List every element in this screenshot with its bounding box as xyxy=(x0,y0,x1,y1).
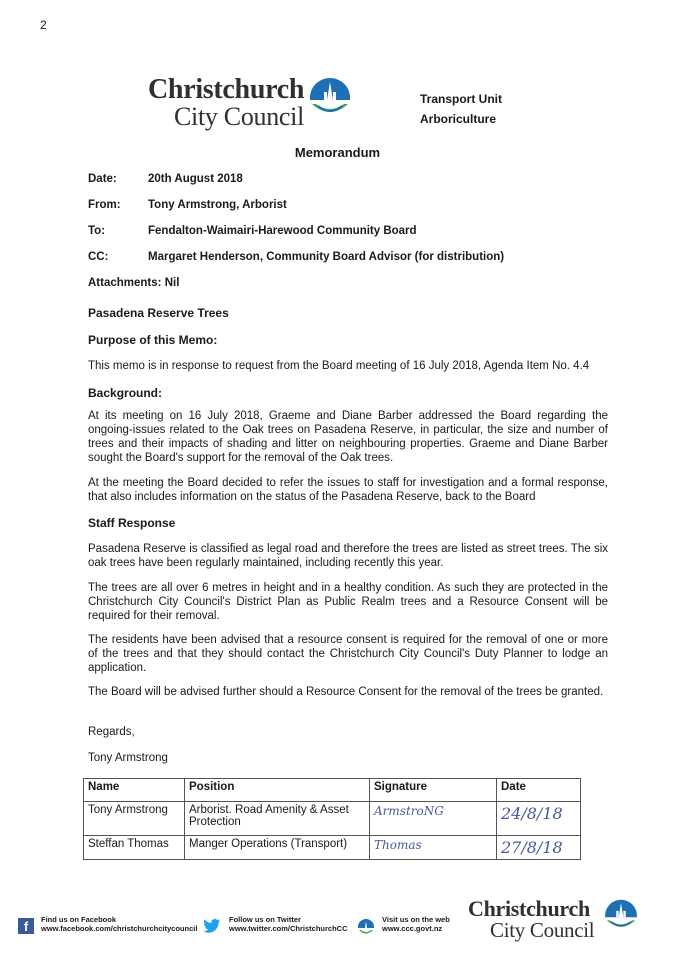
handwritten-signature: Thomas xyxy=(374,838,422,852)
from-label: From: xyxy=(88,199,121,211)
unit-block xyxy=(420,89,502,129)
footer-cathedral-emblem-icon xyxy=(602,898,640,938)
attachments-row xyxy=(88,277,179,289)
footer-logo-line1: Christchurch xyxy=(468,896,590,921)
attachments-label: Attachments: xyxy=(88,277,162,289)
staff-response-heading: Staff Response xyxy=(88,516,176,530)
table-row xyxy=(84,802,581,836)
row-date xyxy=(497,836,581,860)
background-heading: Background: xyxy=(88,386,163,400)
cc-row xyxy=(88,251,504,263)
logo-line2: City Council xyxy=(174,102,305,131)
facebook-link[interactable]: www.facebook.com/christchurchcitycouncil xyxy=(41,924,198,933)
row-signature xyxy=(370,836,497,860)
row-signature xyxy=(370,802,497,836)
staff-paragraph-3: The residents have been advised that a resource consent is required for the removal of one or more of the trees and that they should contact the Christchurch City Council's Duty Planner to lodge an application. xyxy=(88,634,608,674)
web-link[interactable]: www.ccc.govt.nz xyxy=(382,924,443,933)
date-label: Date: xyxy=(88,173,117,185)
table-row xyxy=(84,836,581,860)
unit-name: Transport Unit xyxy=(420,92,503,106)
footer-council-logo xyxy=(468,898,658,946)
facebook-title: Find us on Facebook xyxy=(41,915,117,924)
row-date xyxy=(497,802,581,836)
web-emblem-icon[interactable] xyxy=(356,918,376,938)
unit-section: Arboriculture xyxy=(420,112,497,126)
footer-twitter xyxy=(229,915,348,933)
from-row xyxy=(88,199,287,211)
col-position-header: Position xyxy=(185,779,370,802)
row-position: Manger Operations (Transport) xyxy=(185,836,370,860)
page-number: 2 xyxy=(40,18,47,32)
staff-paragraph-1: Pasadena Reserve is classified as legal road and therefore the trees are listed as street trees. The six oak trees have been regularly maintained, including recently this year. xyxy=(88,543,608,569)
web-title: Visit us on the web xyxy=(382,915,450,924)
to-label: To: xyxy=(88,225,106,237)
twitter-icon[interactable] xyxy=(203,918,221,934)
logo-line1: Christchurch xyxy=(148,74,305,105)
council-logo xyxy=(148,74,358,131)
background-paragraph-1: At its meeting on 16 July 2018, Graeme and Diane Barber addressed the Board regarding the ongoing-issues related to the Oak trees on Pasadena Reserve, in particular, the size and number of trees and their impacts of shading and litter on neighbouring properties. Graeme and Diane Barber sought the Board's support for the removal of the Oak trees. xyxy=(88,410,608,464)
attachments-value: Nil xyxy=(164,277,180,289)
cc-label: CC: xyxy=(88,251,109,263)
to-row xyxy=(88,225,417,237)
footer-facebook xyxy=(41,915,197,933)
staff-paragraph-4: The Board will be advised further should a Resource Consent for the removal of the trees be granted. xyxy=(88,686,604,698)
twitter-title: Follow us on Twitter xyxy=(229,915,301,924)
purpose-heading: Purpose of this Memo: xyxy=(88,333,218,347)
from-value: Tony Armstrong, Arborist xyxy=(148,199,287,211)
subject-heading: Pasadena Reserve Trees xyxy=(88,306,229,320)
row-name: Steffan Thomas xyxy=(84,836,185,860)
handwritten-date: 24/8/18 xyxy=(501,804,563,823)
signature-table-header xyxy=(84,779,581,802)
twitter-link[interactable]: www.twitter.com/ChristchurchCC xyxy=(229,924,348,933)
regards-text: Regards, xyxy=(88,726,135,738)
background-paragraph-2: At the meeting the Board decided to refer the issues to staff for investigation and a formal response, that also includes information on the status of the Pasadena Reserve, back to the Board xyxy=(88,477,608,503)
footer-logo-line2: City Council xyxy=(490,918,595,942)
date-row xyxy=(88,173,243,185)
date-value: 20th August 2018 xyxy=(148,173,243,185)
row-name: Tony Armstrong xyxy=(84,802,185,836)
memo-title: Memorandum xyxy=(294,145,381,160)
handwritten-date: 27/8/18 xyxy=(501,838,563,857)
purpose-text: This memo is in response to request from the Board meeting of 16 July 2018, Agenda Item No. 4.4 xyxy=(88,360,590,372)
row-position: Arborist. Road Amenity & Asset Protection xyxy=(185,802,370,836)
col-signature-header: Signature xyxy=(370,779,497,802)
handwritten-signature: ArmstroNG xyxy=(374,804,444,818)
signature-table xyxy=(83,778,581,860)
col-name-header: Name xyxy=(84,779,185,802)
to-value: Fendalton-Waimairi-Harewood Community Board xyxy=(148,225,417,237)
cathedral-emblem-icon xyxy=(306,76,354,126)
cc-value: Margaret Henderson, Community Board Advisor (for distribution) xyxy=(148,251,505,263)
staff-paragraph-2: The trees are all over 6 metres in height and in a healthy condition. As such they are protected in the Christchurch City Council's District Plan as Public Realm trees and a Resource Consent will be required for their removal. xyxy=(88,582,608,622)
facebook-icon[interactable]: f xyxy=(18,918,34,934)
footer-web xyxy=(382,915,450,933)
signoff-name: Tony Armstrong xyxy=(88,752,168,764)
col-date-header: Date xyxy=(497,779,581,802)
